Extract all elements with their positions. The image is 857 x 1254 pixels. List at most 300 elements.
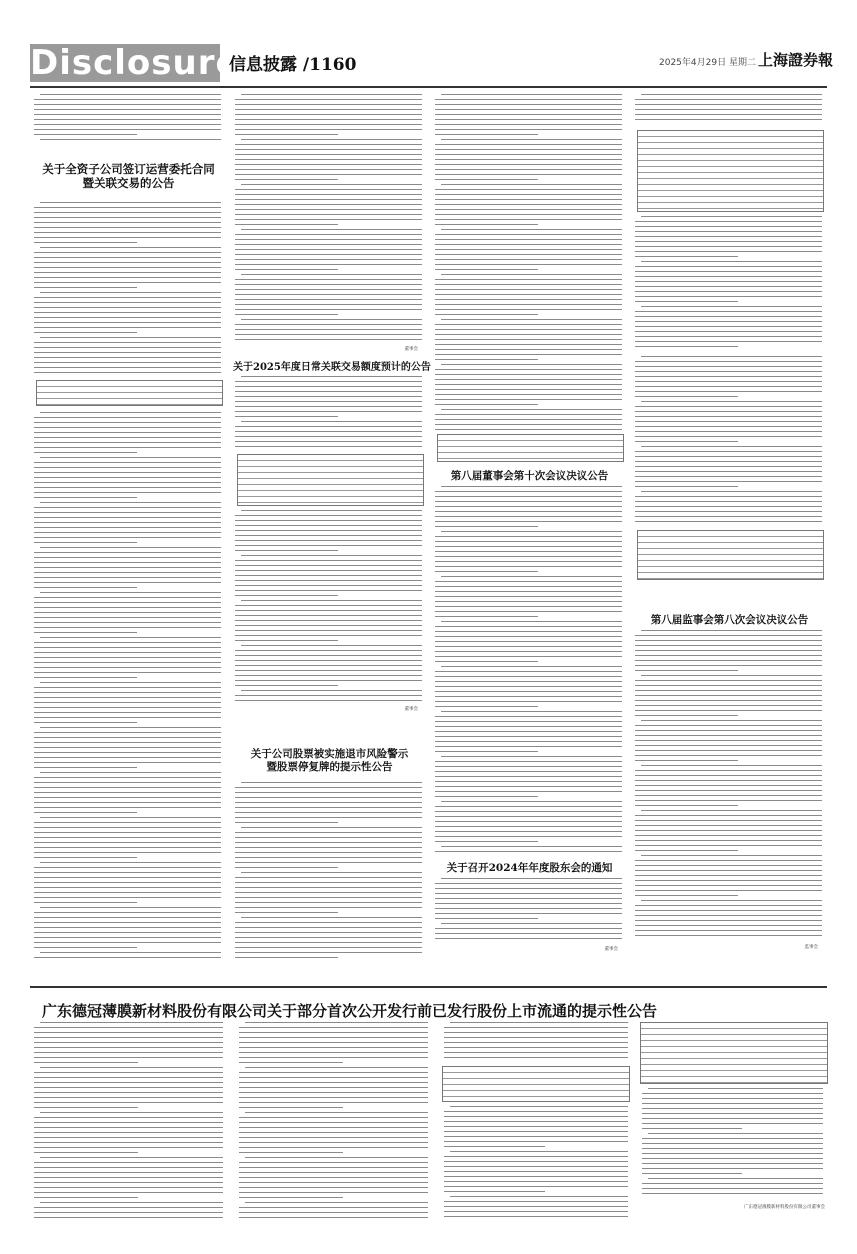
text-line (435, 144, 622, 145)
text-line (635, 645, 822, 646)
text-line (235, 224, 338, 225)
text-line (435, 299, 622, 300)
bottom-column-3 (442, 1022, 632, 1222)
text-line (34, 1102, 223, 1103)
text-line (435, 786, 622, 787)
text-line (241, 600, 422, 601)
text-line (635, 336, 822, 337)
text-line (34, 802, 221, 803)
text-line (435, 691, 622, 692)
text-line (235, 792, 422, 793)
text-line (441, 409, 622, 410)
text-line (444, 1116, 628, 1117)
text-line (435, 279, 622, 280)
text-line (635, 845, 822, 846)
text-line (635, 511, 822, 512)
text-line (450, 1151, 628, 1152)
text-line (635, 311, 822, 312)
text-line (34, 109, 221, 110)
text-line (235, 159, 422, 160)
text-line (641, 356, 822, 357)
text-line (235, 149, 422, 150)
text-line (444, 1166, 628, 1167)
text-line (435, 791, 622, 792)
text-line (34, 642, 221, 643)
text-line (235, 381, 422, 382)
text-line (235, 565, 422, 566)
text-line (441, 486, 622, 487)
text-line (34, 242, 137, 243)
text-line (40, 139, 221, 140)
bottom-signature: 广东德冠薄膜新材料股份有限公司董事会 (744, 1205, 825, 1210)
text-line (635, 710, 822, 711)
text-line (34, 462, 221, 463)
text-line (441, 846, 622, 847)
text-line (635, 770, 822, 771)
article-5-title: 关于召开2024年年度股东会的通知 (446, 862, 613, 874)
text-line (435, 746, 622, 747)
text-line (235, 535, 422, 536)
text-line (239, 1162, 428, 1163)
text-line (239, 1077, 428, 1078)
text-line (239, 1152, 343, 1153)
text-line (642, 1183, 823, 1184)
text-line (642, 1158, 823, 1159)
text-line (235, 530, 422, 531)
text-line (235, 550, 338, 551)
text-line (635, 236, 822, 237)
text-line (34, 942, 221, 943)
text-line (441, 621, 622, 622)
text-line (435, 938, 622, 939)
text-line (34, 362, 221, 363)
text-line (435, 656, 622, 657)
text-line (34, 822, 221, 823)
text-line (642, 1128, 742, 1129)
text-line (34, 667, 221, 668)
text-line (34, 134, 137, 135)
text-line (635, 780, 822, 781)
text-line (435, 199, 622, 200)
text-line (435, 289, 622, 290)
text-line (239, 1122, 428, 1123)
text-line (635, 890, 822, 891)
text-line (34, 852, 221, 853)
text-line (34, 104, 221, 105)
text-line (239, 1102, 428, 1103)
text-line (239, 1172, 428, 1173)
text-line (235, 144, 422, 145)
text-line (444, 1201, 628, 1202)
text-line (34, 342, 221, 343)
text-line (435, 234, 622, 235)
text-line (441, 274, 622, 275)
text-line (34, 282, 221, 283)
text-line (435, 933, 622, 934)
article-body (233, 94, 426, 342)
text-line (235, 902, 422, 903)
article-body (433, 94, 626, 430)
text-line (235, 857, 422, 858)
text-line (40, 637, 221, 638)
data-table (36, 380, 223, 406)
text-line (435, 903, 622, 904)
text-line (435, 239, 622, 240)
article-1-title-line2: 暨关联交易的公告 (82, 176, 175, 190)
text-line (435, 591, 622, 592)
text-line (239, 1212, 428, 1213)
text-line (635, 326, 822, 327)
text-line (635, 755, 822, 756)
text-line (235, 244, 422, 245)
text-line (34, 212, 221, 213)
text-line (435, 928, 622, 929)
text-line (235, 119, 422, 120)
text-line (435, 419, 622, 420)
text-line (34, 552, 221, 553)
text-line (34, 232, 221, 233)
text-line (34, 297, 221, 298)
text-line (239, 1027, 428, 1028)
text-line (34, 119, 221, 120)
article-body (442, 1106, 632, 1218)
text-line (642, 1118, 823, 1119)
text-line (34, 1132, 223, 1133)
text-line (635, 99, 822, 100)
column-4 (633, 94, 826, 974)
text-line (235, 109, 422, 110)
text-line (635, 690, 822, 691)
text-line (635, 476, 822, 477)
text-line (34, 557, 221, 558)
text-line (441, 229, 622, 230)
text-line (635, 521, 822, 522)
text-line (34, 712, 221, 713)
text-line (34, 307, 221, 308)
text-line (642, 1163, 823, 1164)
text-line (235, 386, 422, 387)
text-line (235, 862, 422, 863)
text-line (235, 334, 422, 335)
text-line (235, 269, 338, 270)
text-line (641, 491, 822, 492)
text-line (235, 877, 422, 878)
text-line (435, 329, 622, 330)
text-line (435, 626, 622, 627)
text-line (34, 312, 221, 313)
text-line (34, 1047, 223, 1048)
text-line (435, 374, 622, 375)
text-line (40, 862, 221, 863)
text-line (34, 207, 221, 208)
text-line (241, 319, 422, 320)
text-line (641, 401, 822, 402)
text-line (435, 511, 622, 512)
masthead-rule (30, 86, 827, 88)
text-line (34, 832, 221, 833)
text-line (235, 675, 422, 676)
text-line (435, 816, 622, 817)
text-line (444, 1171, 628, 1172)
text-line (235, 832, 422, 833)
text-line (40, 772, 221, 773)
text-line (435, 414, 622, 415)
text-line (235, 802, 422, 803)
text-line (435, 154, 622, 155)
article-1-signature: 董事会 (404, 347, 418, 352)
text-line (235, 630, 422, 631)
text-line (34, 487, 221, 488)
data-table (640, 1022, 828, 1084)
text-line (235, 952, 422, 953)
text-line (34, 1172, 223, 1173)
text-line (34, 427, 221, 428)
text-line (435, 918, 538, 919)
text-line (635, 431, 822, 432)
text-line (635, 486, 738, 487)
text-line (235, 695, 422, 696)
text-line (235, 585, 422, 586)
article-3-title-line1: 关于公司股票被实施退市风险警示 (250, 748, 409, 760)
text-line (239, 1032, 428, 1033)
text-line (435, 149, 622, 150)
text-line (239, 1217, 428, 1218)
text-line (235, 852, 422, 853)
text-line (235, 99, 422, 100)
text-line (235, 134, 338, 135)
text-line (450, 1196, 628, 1197)
article-5-signature: 董事会 (604, 947, 618, 952)
text-line (635, 371, 822, 372)
text-line (435, 821, 622, 822)
text-line (239, 1042, 428, 1043)
text-line (235, 339, 422, 340)
text-line (34, 922, 221, 923)
text-line (635, 740, 822, 741)
text-line (34, 567, 221, 568)
text-line (34, 367, 221, 368)
text-line (635, 296, 822, 297)
text-line (239, 1117, 428, 1118)
data-table (637, 130, 824, 212)
text-line (34, 627, 221, 628)
text-line (239, 1072, 428, 1073)
text-line (635, 341, 822, 342)
text-line (635, 790, 822, 791)
text-line (40, 94, 221, 95)
text-line (435, 496, 622, 497)
text-line (635, 735, 822, 736)
article-body (640, 1088, 827, 1198)
text-line (34, 872, 221, 873)
text-line (635, 104, 822, 105)
text-line (245, 1067, 428, 1068)
text-line (635, 506, 822, 507)
article-body (233, 782, 426, 960)
text-line (435, 339, 622, 340)
text-line (34, 847, 221, 848)
text-line (235, 625, 422, 626)
text-line (34, 612, 221, 613)
text-line (635, 635, 822, 636)
text-line (34, 522, 221, 523)
text-line (435, 646, 622, 647)
text-line (34, 222, 221, 223)
text-line (435, 254, 622, 255)
article-3-title-line2: 暨股票停复牌的提示性公告 (266, 761, 393, 773)
text-line (444, 1156, 628, 1157)
text-line (435, 214, 622, 215)
text-line (635, 705, 822, 706)
text-line (34, 1037, 223, 1038)
text-line (435, 384, 622, 385)
text-line (235, 169, 422, 170)
text-line (34, 662, 221, 663)
text-line (235, 189, 422, 190)
text-line (34, 262, 221, 263)
text-line (444, 1206, 628, 1207)
text-line (635, 800, 822, 801)
text-line (635, 451, 822, 452)
text-line (648, 1088, 823, 1089)
text-line (34, 1082, 223, 1083)
text-line (34, 902, 137, 903)
text-line (34, 812, 137, 813)
text-line (34, 742, 221, 743)
text-line (435, 556, 622, 557)
text-line (641, 675, 822, 676)
text-line (235, 396, 422, 397)
article-body (433, 878, 626, 942)
text-line (235, 194, 422, 195)
text-line (435, 636, 622, 637)
article-3-title (233, 748, 426, 774)
text-line (34, 467, 221, 468)
text-line (435, 716, 622, 717)
text-line (635, 426, 822, 427)
text-line (444, 1052, 628, 1053)
text-line (235, 329, 422, 330)
text-line (642, 1113, 823, 1114)
text-line (435, 114, 622, 115)
text-line (34, 757, 221, 758)
text-line (435, 209, 622, 210)
text-line (435, 883, 622, 884)
text-line (34, 867, 221, 868)
text-line (245, 1202, 428, 1203)
text-line (235, 650, 422, 651)
text-line (642, 1173, 742, 1174)
text-line (635, 760, 738, 761)
text-line (435, 541, 622, 542)
text-line (40, 457, 221, 458)
text-line (241, 94, 422, 95)
text-line (235, 685, 338, 686)
text-line (435, 726, 622, 727)
text-line (635, 695, 822, 696)
text-line (635, 895, 738, 896)
bottom-column-2 (237, 1022, 432, 1222)
text-line (34, 432, 221, 433)
text-line (635, 231, 822, 232)
text-line (444, 1131, 628, 1132)
text-line (34, 1072, 223, 1073)
text-line (450, 1022, 628, 1023)
text-line (635, 471, 822, 472)
text-line (235, 907, 422, 908)
text-line (635, 246, 822, 247)
text-line (435, 811, 622, 812)
article-4-title: 第八届董事会第十次会议决议公告 (450, 470, 609, 482)
text-line (235, 114, 422, 115)
text-line (435, 344, 622, 345)
text-line (239, 1182, 428, 1183)
text-line (241, 510, 422, 511)
text-line (435, 721, 622, 722)
text-line (642, 1153, 823, 1154)
text-line (34, 917, 221, 918)
text-line (641, 446, 822, 447)
text-line (435, 506, 622, 507)
text-line (34, 447, 221, 448)
text-line (34, 1042, 223, 1043)
text-line (235, 204, 422, 205)
text-line (635, 361, 822, 362)
text-line (635, 281, 822, 282)
text-line (34, 787, 221, 788)
article-6-title: 第八届监事会第八次会议决议公告 (650, 614, 809, 626)
text-line (235, 234, 422, 235)
text-line (444, 1057, 628, 1058)
text-line (635, 935, 822, 936)
text-line (245, 1112, 428, 1113)
text-line (34, 877, 221, 878)
text-line (34, 517, 221, 518)
column-3 (433, 94, 626, 974)
text-line (635, 396, 738, 397)
text-line (34, 1212, 223, 1213)
text-line (435, 651, 622, 652)
article-body (433, 486, 626, 854)
text-line (635, 750, 822, 751)
text-line (641, 306, 822, 307)
text-line (235, 279, 422, 280)
text-line (435, 661, 538, 662)
text-line (435, 394, 622, 395)
text-line (239, 1062, 343, 1063)
text-line (34, 532, 221, 533)
text-line (635, 910, 822, 911)
text-line (441, 801, 622, 802)
text-line (34, 227, 221, 228)
text-line (235, 680, 422, 681)
text-line (34, 1147, 223, 1148)
text-line (648, 1178, 823, 1179)
text-line (34, 542, 137, 543)
text-line (34, 1057, 223, 1058)
text-line (435, 124, 622, 125)
text-line (34, 747, 221, 748)
text-line (235, 264, 422, 265)
text-line (444, 1037, 628, 1038)
text-line (635, 501, 822, 502)
text-line (34, 777, 221, 778)
text-line (34, 887, 221, 888)
text-line (635, 416, 822, 417)
text-line (235, 665, 422, 666)
article-1-title (32, 162, 225, 190)
text-line (635, 840, 822, 841)
